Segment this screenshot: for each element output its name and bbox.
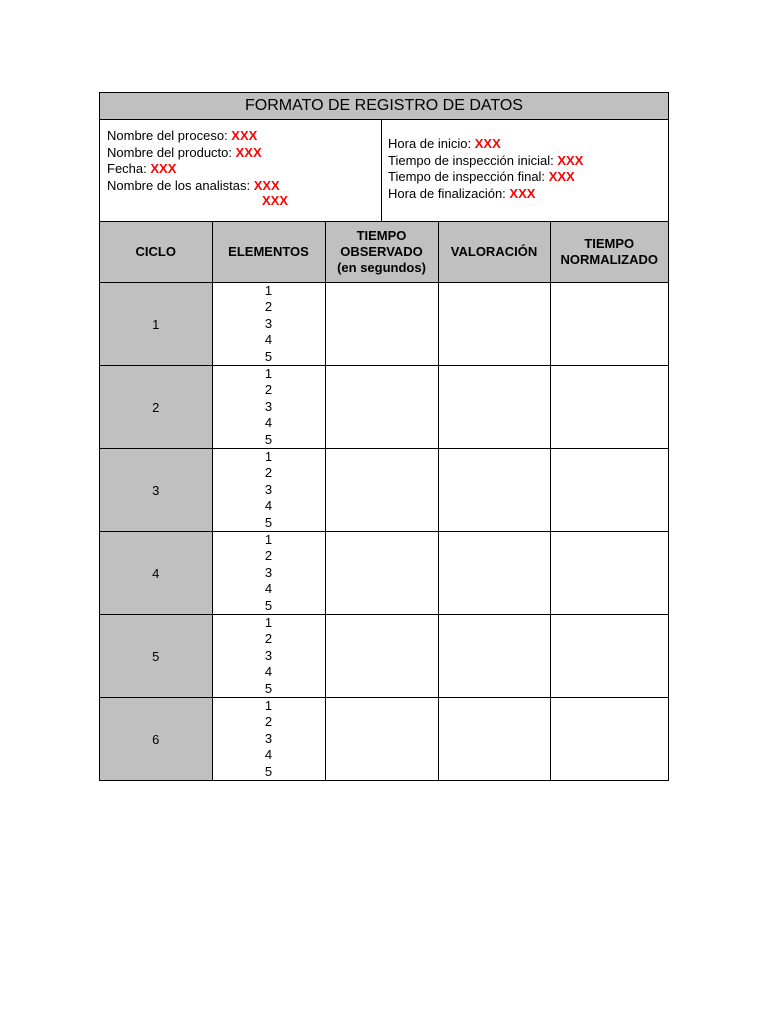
normalized-time-cell[interactable] <box>550 366 668 449</box>
element-number: 3 <box>264 564 273 580</box>
info-start-time <box>388 136 668 153</box>
info-value: XXX <box>235 144 262 160</box>
element-number: 2 <box>264 714 273 730</box>
element-number: 1 <box>264 449 273 465</box>
element-number: 2 <box>264 382 273 398</box>
table-row <box>100 283 668 366</box>
observed-time-cell[interactable] <box>325 532 438 615</box>
table-row <box>100 698 668 781</box>
info-end-time <box>388 186 668 203</box>
element-number: 4 <box>264 415 273 431</box>
elements-cell <box>212 532 325 615</box>
table-header-row <box>100 222 668 283</box>
normalized-time-cell[interactable] <box>550 449 668 532</box>
info-right-panel <box>382 120 668 221</box>
table-row <box>100 615 668 698</box>
info-value: XXX <box>509 185 536 201</box>
table-row <box>100 532 668 615</box>
info-value: XXX <box>262 193 289 208</box>
header-tiempo-normalizado <box>550 222 668 283</box>
element-number: 4 <box>264 332 273 348</box>
rating-cell[interactable] <box>438 532 550 615</box>
element-number: 4 <box>264 498 273 514</box>
info-analysts-extra <box>107 194 381 208</box>
data-record-form <box>99 92 669 781</box>
info-initial-inspection-time <box>388 153 668 170</box>
normalized-time-cell[interactable] <box>550 532 668 615</box>
info-value: XXX <box>557 152 584 168</box>
header-elementos: ELEMENTOS <box>212 222 325 283</box>
form-title: FORMATO DE REGISTRO DE DATOS <box>100 93 668 120</box>
elements-cell <box>212 615 325 698</box>
observed-time-cell[interactable] <box>325 449 438 532</box>
header-tiempo-observado <box>325 222 438 283</box>
elements-cell <box>212 283 325 366</box>
element-number: 2 <box>264 465 273 481</box>
info-label: Hora de finalización: <box>388 185 506 201</box>
observed-time-cell[interactable] <box>325 283 438 366</box>
rating-cell[interactable] <box>438 366 550 449</box>
info-label: Nombre del proceso: <box>107 128 228 143</box>
cycle-cell: 5 <box>100 615 212 698</box>
rating-cell[interactable] <box>438 698 550 781</box>
elements-cell <box>212 698 325 781</box>
info-value: XXX <box>474 136 501 151</box>
header-line: TIEMPO <box>356 228 407 243</box>
normalized-time-cell[interactable] <box>550 615 668 698</box>
table-row <box>100 366 668 449</box>
rating-cell[interactable] <box>438 615 550 698</box>
element-number: 2 <box>264 299 273 315</box>
info-label: Hora de inicio: <box>388 136 472 151</box>
info-value: XXX <box>548 169 575 184</box>
info-section <box>100 120 668 222</box>
info-label: Fecha: <box>107 161 147 176</box>
element-number: 1 <box>264 615 273 631</box>
info-value: XXX <box>231 128 258 143</box>
element-number: 5 <box>264 514 273 530</box>
info-value: XXX <box>150 161 177 176</box>
element-number: 3 <box>264 730 273 746</box>
normalized-time-cell[interactable] <box>550 698 668 781</box>
element-number: 5 <box>264 763 273 779</box>
observed-time-cell[interactable] <box>325 615 438 698</box>
element-number: 3 <box>264 398 273 414</box>
info-final-inspection-time <box>388 169 668 186</box>
element-number: 3 <box>264 647 273 663</box>
element-number: 1 <box>264 366 273 382</box>
cycle-cell: 6 <box>100 698 212 781</box>
elements-cell <box>212 366 325 449</box>
info-product-name <box>107 145 381 162</box>
observed-time-cell[interactable] <box>325 698 438 781</box>
cycle-cell: 2 <box>100 366 212 449</box>
cycle-cell: 1 <box>100 283 212 366</box>
info-left-panel <box>100 120 382 221</box>
header-line: OBSERVADO <box>340 244 423 259</box>
header-ciclo: CICLO <box>100 222 212 283</box>
element-number: 1 <box>264 698 273 714</box>
element-number: 5 <box>264 431 273 447</box>
rating-cell[interactable] <box>438 449 550 532</box>
info-date <box>107 161 381 178</box>
element-number: 4 <box>264 664 273 680</box>
table-body <box>100 283 668 781</box>
element-number: 5 <box>264 680 273 696</box>
info-process-name <box>107 128 381 145</box>
element-number: 2 <box>264 631 273 647</box>
element-number: 4 <box>264 747 273 763</box>
normalized-time-cell[interactable] <box>550 283 668 366</box>
element-number: 1 <box>264 283 273 299</box>
info-label: Nombre del producto: <box>107 144 233 160</box>
info-label: Tiempo de inspección final: <box>388 169 546 184</box>
elements-cell <box>212 449 325 532</box>
info-label: Nombre de los analistas: <box>107 177 251 193</box>
element-number: 4 <box>264 581 273 597</box>
header-line: NORMALIZADO <box>560 252 658 267</box>
element-number: 5 <box>264 348 273 364</box>
data-table <box>100 222 668 780</box>
rating-cell[interactable] <box>438 283 550 366</box>
observed-time-cell[interactable] <box>325 366 438 449</box>
header-line: TIEMPO <box>584 236 635 251</box>
header-valoracion: VALORACIÓN <box>438 222 550 283</box>
table-row <box>100 449 668 532</box>
cycle-cell: 4 <box>100 532 212 615</box>
element-number: 3 <box>264 315 273 331</box>
info-analysts <box>107 178 381 195</box>
info-value: XXX <box>253 177 280 193</box>
element-number: 1 <box>264 532 273 548</box>
element-number: 5 <box>264 597 273 613</box>
cycle-cell: 3 <box>100 449 212 532</box>
element-number: 2 <box>264 548 273 564</box>
info-label: Tiempo de inspección inicial: <box>388 152 554 168</box>
header-line: (en segundos) <box>337 260 426 275</box>
element-number: 3 <box>264 481 273 497</box>
